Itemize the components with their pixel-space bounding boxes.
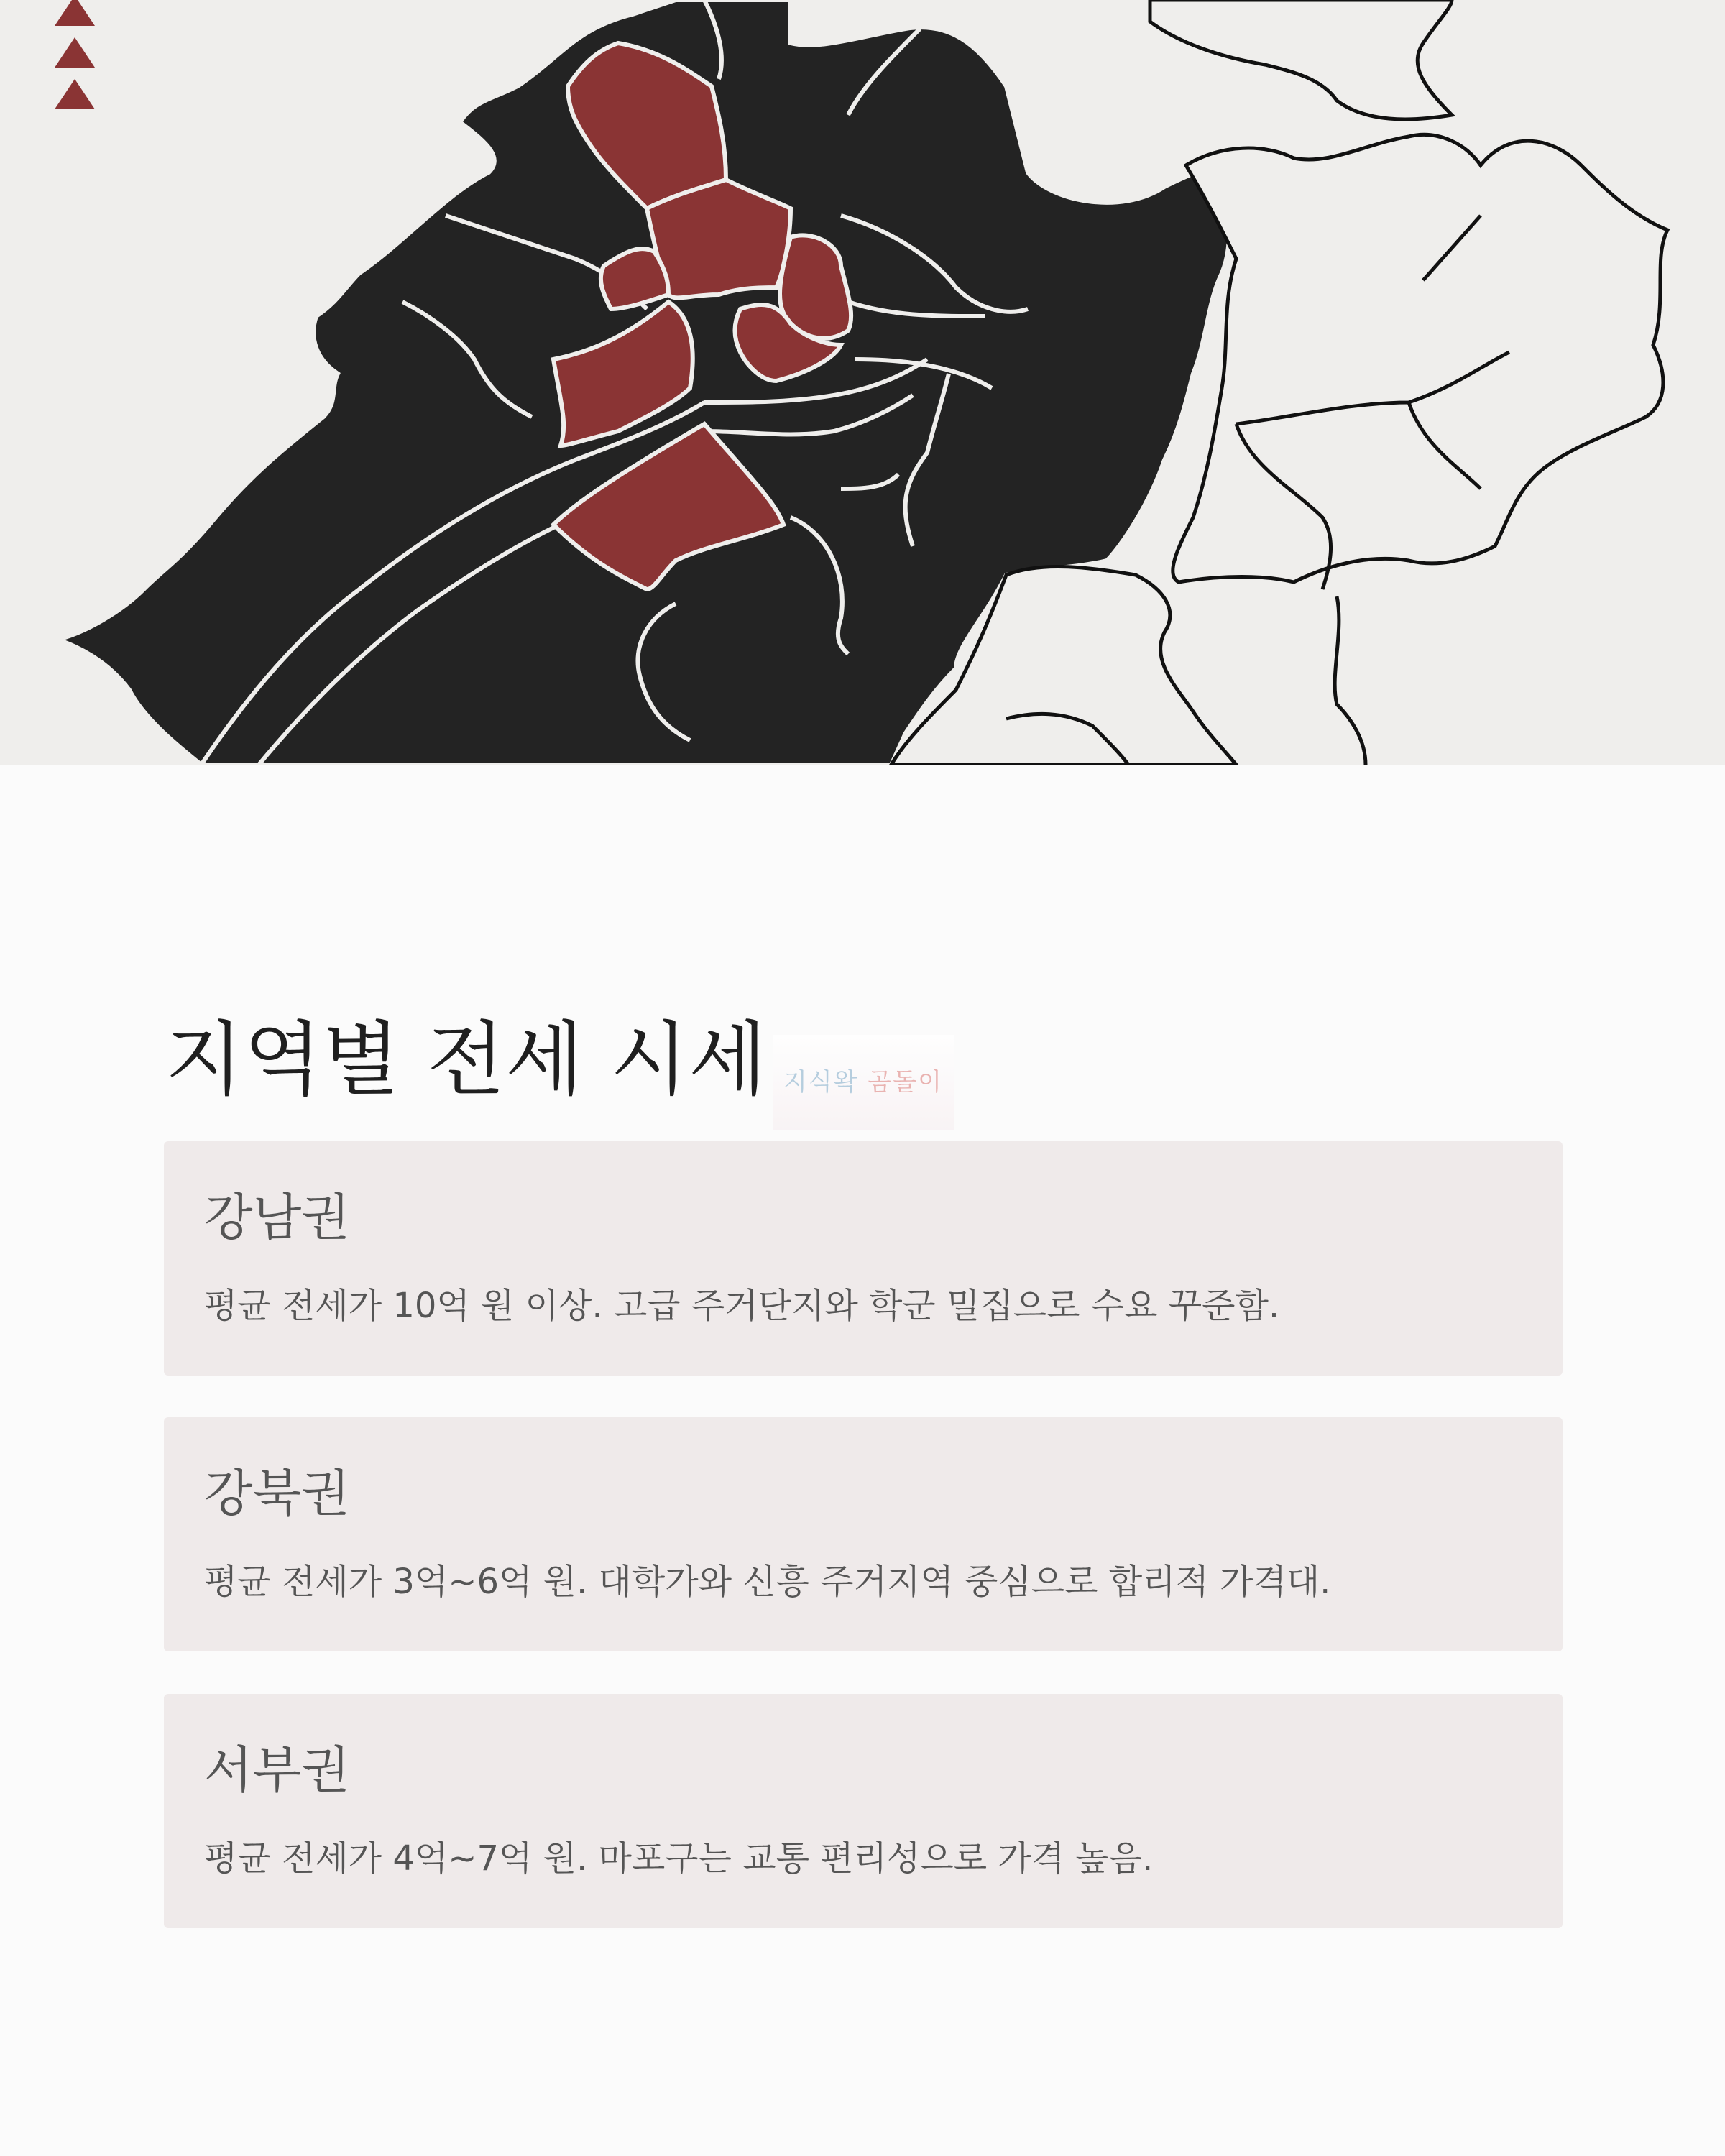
card-title: 강북권 — [204, 1464, 350, 1523]
card-desc: 평균 전세가 3억~6억 원. 대학가와 신흥 주거지역 중심으로 합리적 가격대. — [204, 1562, 1331, 1602]
card-desc: 평균 전세가 10억 원 이상. 고급 주거단지와 학군 밀집으로 수요 꾸준함. — [204, 1286, 1280, 1326]
page-title: 지역별 전세 시세 — [165, 1013, 768, 1107]
triangle-icon — [55, 79, 95, 109]
triangle-icon — [55, 37, 95, 68]
card-title: 서부권 — [204, 1741, 350, 1800]
card-title: 강남권 — [204, 1188, 350, 1247]
card-desc: 평균 전세가 4억~7억 원. 마포구는 교통 편리성으로 가격 높음. — [204, 1838, 1154, 1879]
map-panel — [0, 0, 1725, 765]
watermark-logo: 지식왁 곰돌이 — [773, 1035, 954, 1130]
seoul-district-map — [0, 0, 1725, 765]
region-card-gangnam — [164, 1141, 1563, 1376]
region-card-gangbuk — [164, 1417, 1563, 1651]
triangle-icon — [55, 0, 95, 26]
region-card-seobu — [164, 1694, 1563, 1928]
